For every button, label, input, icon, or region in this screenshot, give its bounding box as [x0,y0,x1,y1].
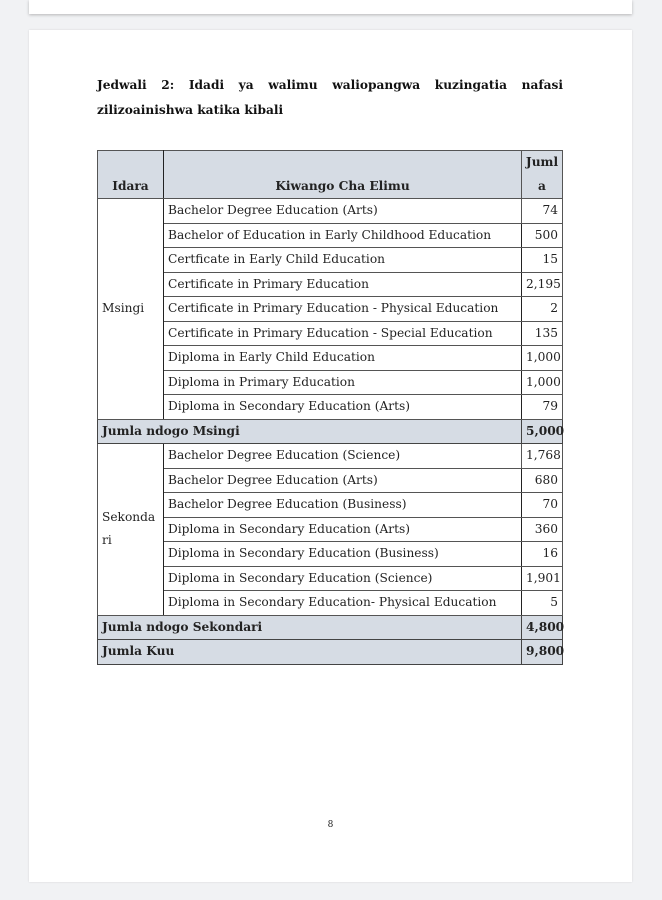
jumla-cell: 16 [522,542,563,567]
header-kiwango: Kiwango Cha Elimu [164,151,522,199]
table-row [98,346,563,371]
jumla-cell: 79 [522,395,563,420]
previous-page [29,0,632,14]
idara-cell: Sekondari [98,444,164,616]
subtotal-label: Jumla ndogo Msingi [98,419,522,444]
kiwango-cell: Diploma in Early Child Education [164,346,522,371]
kiwango-cell: Diploma in Secondary Education (Arts) [164,517,522,542]
table-row [98,223,563,248]
table-row [98,468,563,493]
document-page [29,30,632,882]
jumla-cell: 1,768 [522,444,563,469]
kiwango-cell: Diploma in Secondary Education- Physical Education [164,591,522,616]
header-jumla: Juml a [522,151,563,199]
jumla-cell: 2 [522,297,563,322]
kiwango-cell: Certificate in Primary Education - Special Education [164,321,522,346]
jumla-cell: 1,000 [522,370,563,395]
jumla-cell: 680 [522,468,563,493]
table-row [98,517,563,542]
table-row [98,370,563,395]
subtotal-value: 4,800 [522,615,563,640]
grand-total-value: 9,800 [522,640,563,665]
subtotal-label: Jumla ndogo Sekondari [98,615,522,640]
subtotal-row [98,419,563,444]
table-row [98,395,563,420]
kiwango-cell: Bachelor of Education in Early Childhood Education [164,223,522,248]
jumla-cell: 360 [522,517,563,542]
kiwango-cell: Diploma in Secondary Education (Business) [164,542,522,567]
table-row [98,248,563,273]
kiwango-cell: Certificate in Primary Education [164,272,522,297]
table-caption: Jedwali 2: Idadi ya walimu waliopangwa kuzingatia nafasi zilizoainishwa katika kibali [97,78,563,117]
table-row [98,542,563,567]
page-number: 8 [327,820,334,830]
jumla-cell: 1,000 [522,346,563,371]
kiwango-cell: Bachelor Degree Education (Business) [164,493,522,518]
jumla-cell: 500 [522,223,563,248]
kiwango-cell: Certficate in Early Child Education [164,248,522,273]
table-row [98,199,563,224]
kiwango-cell: Diploma in Secondary Education (Science) [164,566,522,591]
kiwango-cell: Bachelor Degree Education (Arts) [164,468,522,493]
jumla-cell: 1,901 [522,566,563,591]
table-row [98,321,563,346]
jumla-cell: 70 [522,493,563,518]
table-row [98,566,563,591]
grand-total-row [98,640,563,665]
jumla-cell: 5 [522,591,563,616]
table-row [98,493,563,518]
kiwango-cell: Diploma in Secondary Education (Arts) [164,395,522,420]
kiwango-cell: Certificate in Primary Education - Physical Education [164,297,522,322]
idara-cell: Msingi [98,199,164,420]
table-row [98,444,563,469]
header-idara: Idara [98,151,164,199]
teachers-table [97,150,563,665]
table-row [98,297,563,322]
jumla-cell: 135 [522,321,563,346]
table-row [98,272,563,297]
jumla-cell: 74 [522,199,563,224]
jumla-cell: 2,195 [522,272,563,297]
subtotal-row [98,615,563,640]
grand-total-label: Jumla Kuu [98,640,522,665]
table-row [98,591,563,616]
subtotal-value: 5,000 [522,419,563,444]
jumla-cell: 15 [522,248,563,273]
table-header-row [98,151,563,199]
kiwango-cell: Bachelor Degree Education (Science) [164,444,522,469]
kiwango-cell: Bachelor Degree Education (Arts) [164,199,522,224]
kiwango-cell: Diploma in Primary Education [164,370,522,395]
